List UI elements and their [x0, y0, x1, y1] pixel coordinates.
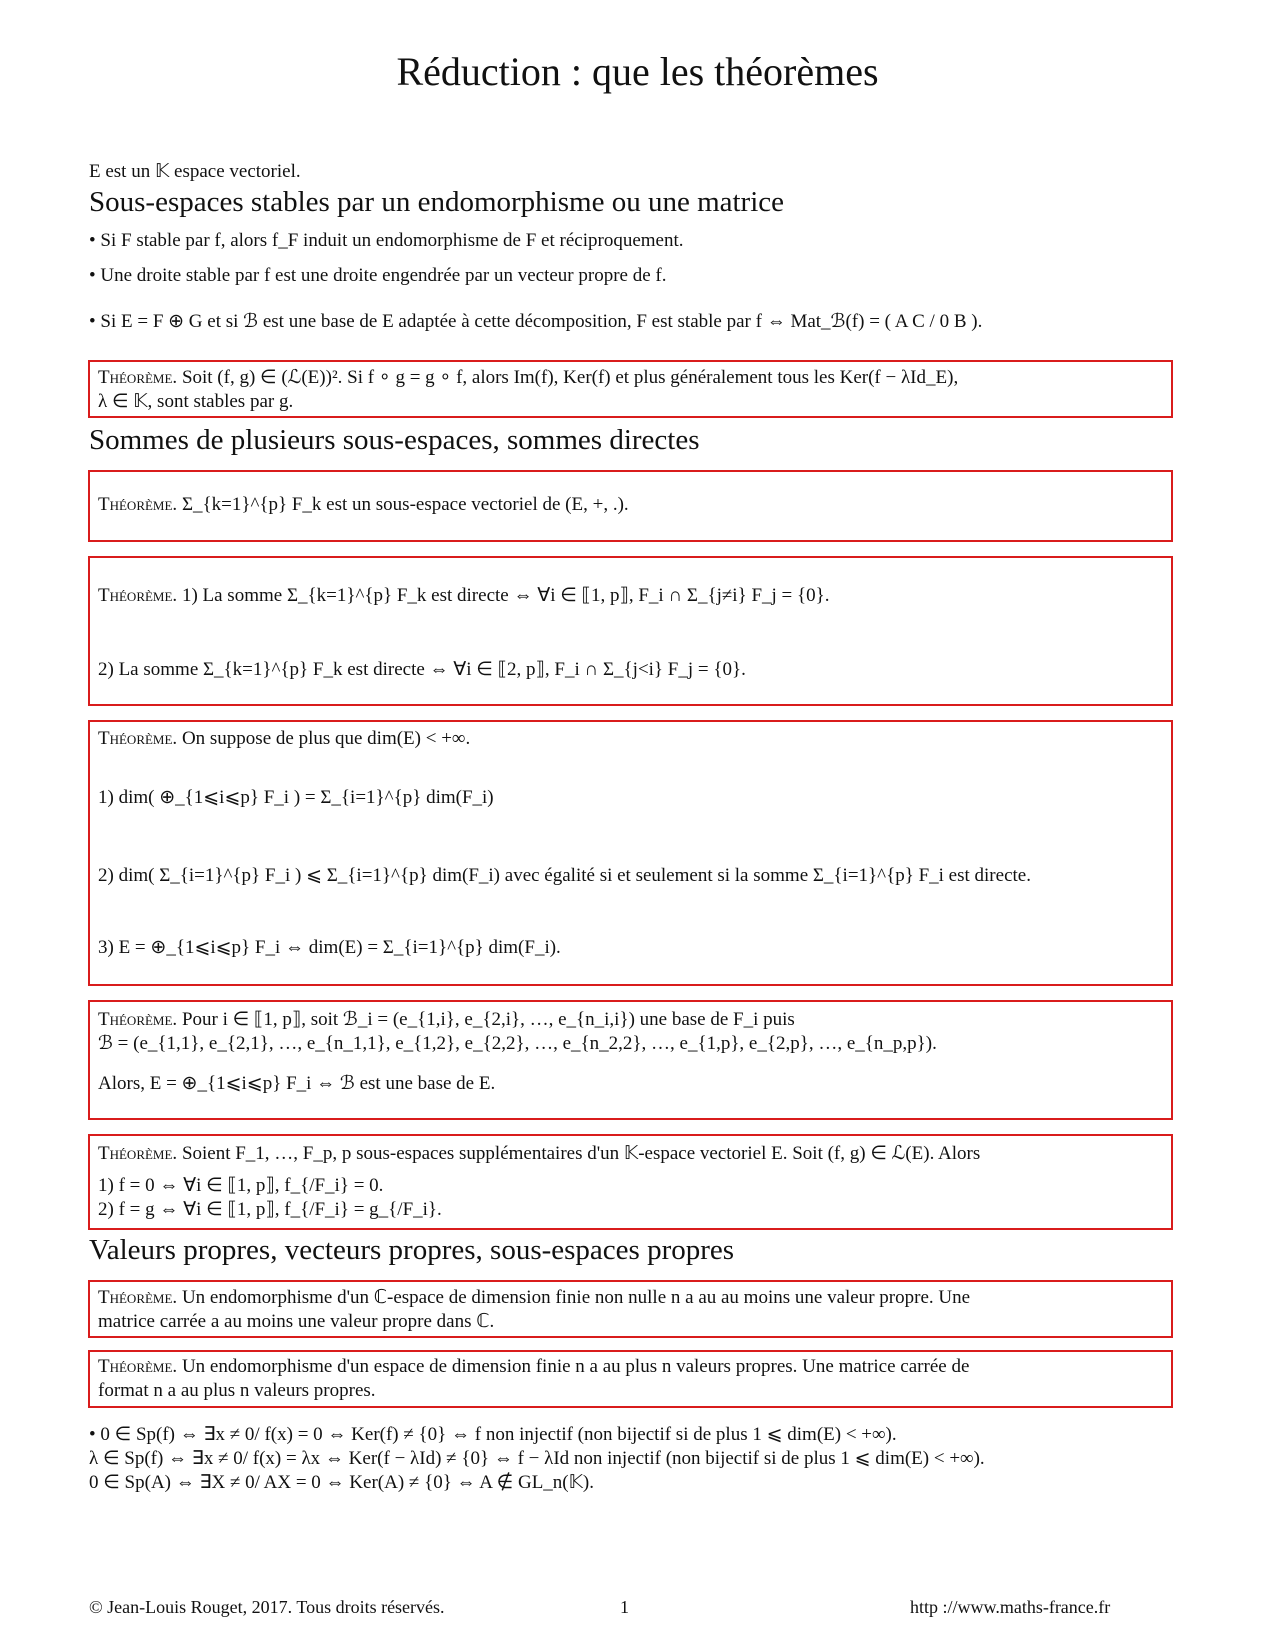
theorem-line: format n a au plus n valeurs propres. — [98, 1380, 376, 1401]
theorem-box-direct-sum-criteria — [88, 556, 1173, 706]
theorem-line — [98, 728, 470, 750]
footer-page-number: 1 — [620, 1597, 629, 1617]
theorem-line: matrice carrée a au moins une valeur propre dans ℂ. — [98, 1311, 495, 1332]
theorem-line: 1) dim( ⊕_{1⩽i⩽p} F_i ) = Σ_{i=1}^{p} dim(F_i) — [98, 787, 494, 808]
theorem-box-commuting — [88, 360, 1173, 418]
theorem-text: Pour i ∈ ⟦1, p⟧, soit ℬ_i = (e_{1,i}, e_{2,i}, …, e_{n_i,i}) une base de F_i puis — [181, 1009, 795, 1030]
theorem-label: Théorème. — [98, 1009, 178, 1030]
bullet-spectrum-1: • 0 ∈ Sp(f) ⇔ ∃x ≠ 0/ f(x) = 0 ⇔ Ker(f) ≠ {0} ⇔ f non injectif (non bijectif si de plus 1 ⩽ dim(E) < +∞). — [89, 1424, 897, 1445]
theorem-text: Soient F_1, …, F_p, p sous-espaces supplémentaires d'un 𝕂-espace vectoriel E. Soit (f, g) ∈ ℒ(E). Alors — [181, 1143, 981, 1164]
theorem-text: Soit (f, g) ∈ (ℒ(E))². Si f ∘ g = g ∘ f, alors Im(f), Ker(f) et plus généralement tous les Ker(f − λId_E), — [181, 367, 959, 388]
bullet-stable-3: • Si E = F ⊕ G et si ℬ est une base de E adaptée à cette décomposition, F est stable par f ⇔ Mat_ℬ(f) = ( A C / 0 B ). — [89, 311, 983, 332]
theorem-text: 1) La somme Σ_{k=1}^{p} F_k est directe ⇔ ∀i ∈ ⟦1, p⟧, F_i ∩ Σ_{j≠i} F_j = {0}. — [181, 585, 830, 606]
theorem-label: Théorème. — [98, 367, 178, 388]
theorem-box-dimension — [88, 720, 1173, 986]
theorem-label: Théorème. — [98, 1287, 178, 1308]
theorem-line: Alors, E = ⊕_{1⩽i⩽p} F_i ⇔ ℬ est une base de E. — [98, 1073, 496, 1094]
theorem-line: 1) f = 0 ⇔ ∀i ∈ ⟦1, p⟧, f_{/F_i} = 0. — [98, 1175, 384, 1196]
theorem-line: 2) f = g ⇔ ∀i ∈ ⟦1, p⟧, f_{/F_i} = g_{/F_i}. — [98, 1199, 442, 1220]
theorem-line — [98, 1142, 980, 1165]
bullet-spectrum-3: 0 ∈ Sp(A) ⇔ ∃X ≠ 0/ AX = 0 ⇔ Ker(A) ≠ {0} ⇔ A ∉ GL_n(𝕂). — [89, 1472, 595, 1493]
theorem-line — [98, 366, 958, 389]
theorem-box-restrictions — [88, 1134, 1173, 1230]
intro-text: E est un 𝕂 espace vectoriel. — [89, 161, 301, 182]
theorem-line — [98, 1008, 795, 1031]
theorem-label: Théorème. — [98, 494, 178, 515]
theorem-label: Théorème. — [98, 1356, 178, 1377]
theorem-text: Un endomorphisme d'un espace de dimension finie n a au plus n valeurs propres. Une matrice carrée de — [181, 1356, 970, 1377]
theorem-line: λ ∈ 𝕂, sont stables par g. — [98, 391, 294, 412]
bullet-stable-2: • Une droite stable par f est une droite engendrée par un vecteur propre de f. — [89, 265, 667, 286]
section-heading-sums: Sommes de plusieurs sous-espaces, sommes directes — [89, 424, 700, 456]
footer-copyright: © Jean-Louis Rouget, 2017. Tous droits réservés. — [89, 1597, 445, 1617]
theorem-line — [98, 494, 629, 516]
section-heading-stable-subspaces: Sous-espaces stables par un endomorphisme ou une matrice — [89, 186, 785, 218]
theorem-text: Un endomorphisme d'un ℂ-espace de dimension finie non nulle n a au au moins une valeur propre. Une — [181, 1287, 971, 1308]
theorem-box-complex-eigenvalue — [88, 1280, 1173, 1338]
footer-url[interactable]: http ://www.maths-france.fr — [910, 1597, 1111, 1617]
theorem-text: Σ_{k=1}^{p} F_k est un sous-espace vectoriel de (E, +, .). — [181, 494, 629, 515]
theorem-box-basis — [88, 1000, 1173, 1120]
theorem-line — [98, 584, 830, 607]
bullet-stable-1: • Si F stable par f, alors f_F induit un endomorphisme de F et réciproquement. — [89, 230, 684, 251]
theorem-label: Théorème. — [98, 728, 178, 749]
section-heading-eigenvalues: Valeurs propres, vecteurs propres, sous-espaces propres — [89, 1234, 735, 1266]
theorem-box-sum-subspace — [88, 470, 1173, 542]
theorem-line: 2) La somme Σ_{k=1}^{p} F_k est directe ⇔ ∀i ∈ ⟦2, p⟧, F_i ∩ Σ_{j<i} F_j = {0}. — [98, 659, 746, 680]
theorem-line: ℬ = (e_{1,1}, e_{2,1}, …, e_{n_1,1}, e_{1,2}, e_{2,2}, …, e_{n_2,2}, …, e_{1,p}, e_{2,p}, …, e_{n_p,p}). — [98, 1033, 937, 1054]
theorem-box-eigenvalue-count — [88, 1350, 1173, 1408]
theorem-line: 2) dim( Σ_{i=1}^{p} F_i ) ⩽ Σ_{i=1}^{p} dim(F_i) avec égalité si et seulement si la somme Σ_{i=1}^{p} F_i est directe. — [98, 865, 1031, 886]
page-title: Réduction : que les théorèmes — [396, 49, 879, 94]
bullet-spectrum-2: λ ∈ Sp(f) ⇔ ∃x ≠ 0/ f(x) = λx ⇔ Ker(f − λId) ≠ {0} ⇔ f − λId non injectif (non bijectif si de plus 1 ⩽ dim(E) < +∞). — [89, 1448, 985, 1469]
theorem-text: On suppose de plus que dim(E) < +∞. — [181, 728, 471, 749]
theorem-line: 3) E = ⊕_{1⩽i⩽p} F_i ⇔ dim(E) = Σ_{i=1}^{p} dim(F_i). — [98, 937, 561, 958]
theorem-label: Théorème. — [98, 585, 178, 606]
theorem-line — [98, 1286, 970, 1309]
theorem-label: Théorème. — [98, 1143, 178, 1164]
theorem-line — [98, 1356, 969, 1378]
